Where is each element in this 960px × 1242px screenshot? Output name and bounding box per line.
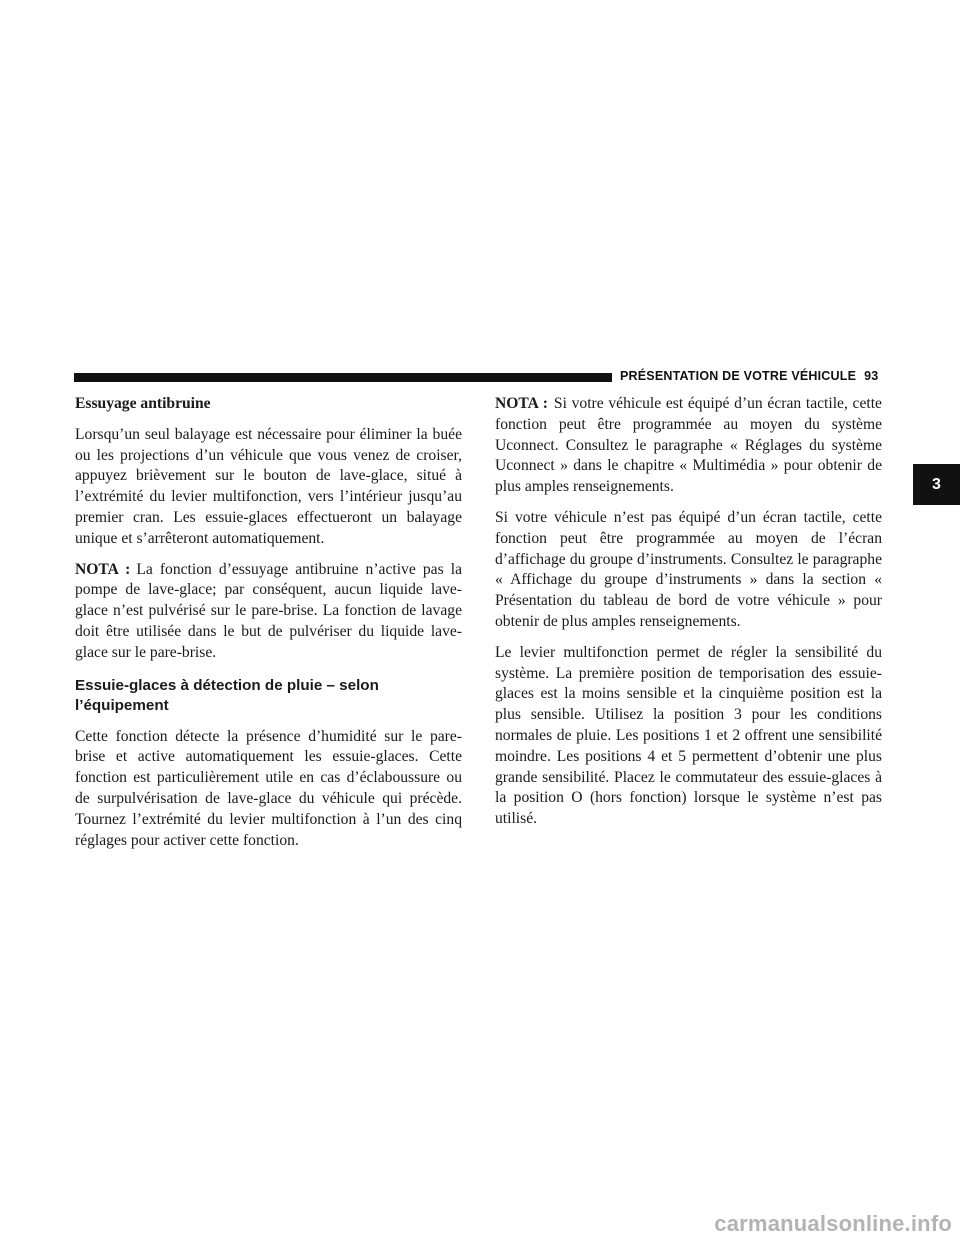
subheading-essuyage-antibruine: Essuyage antibruine	[75, 395, 211, 412]
running-header	[620, 369, 878, 383]
paragraph-rain-sensing: Cette fonction détecte la présence d’humidité sur le pare-brise et active automatiquement les essuie-glaces. Cette fonction est particulièrement utile en cas d’éclaboussure ou de surpulvérisation de lave-glace du véhicule qui précède. Tournez l’extrémité du levier multifonction à l’un des cinq réglages pour activer cette fonction.	[75, 727, 462, 849]
nota-label: NOTA :	[495, 395, 548, 412]
paragraph-sensitivity: Le levier multifonction permet de régler la sensibilité du système. La première position de temporisation des essuie-glaces est la moins sensible et la cinquième position est la plus sensible. Utilisez la position 3 pour les conditions normales de pluie. Les positions 1 et 2 offrent une sensibilité moindre. Les positions 4 et 5 permettent d’obtenir une plus grande sensibilité. Placez le commutateur des essuie-glaces à la position O (hors fonction) lorsque le système n’est pas utilisé.	[495, 643, 882, 828]
paragraph-antibruine: Lorsqu’un seul balayage est nécessaire pour éliminer la buée ou les projections d’un véhicule que vous venez de croiser, appuyez brièvement sur le bouton de lave-glace, situé à l’extrémité du levier multifonction, vers l’intérieur jusqu’au premier cran. Les essuie-glaces effectueront un balayage unique et s’arrêteront automatiquement.	[75, 425, 462, 547]
header-title: PRÉSENTATION DE VOTRE VÉHICULE	[620, 369, 857, 383]
nota-text: La fonction d’essuyage antibruine n’active pas la pompe de lave-glace; par conséquent, aucun liquide lave-glace n’est pulvérisé sur le pare-brise. La fonction de lavage doit être utilisée dans le but de pulvériser du liquide lave-glace sur le pare-brise.	[75, 560, 462, 661]
section-heading-rain-sensing: Essuie-glaces à détection de pluie – selon l’équipement	[75, 676, 379, 715]
page-number: 93	[864, 369, 879, 383]
nota-uconnect	[495, 394, 882, 498]
chapter-tab: 3	[913, 464, 960, 505]
header-rule	[74, 373, 612, 382]
nota-antibruine	[75, 560, 462, 664]
nota-label: NOTA :	[75, 560, 131, 578]
paragraph-instrument-cluster: Si votre véhicule n’est pas équipé d’un écran tactile, cette fonction peut être programmée au moyen de l’écran d’affichage du groupe d’instruments. Consultez le paragraphe « Affichage du groupe d’instruments » dans la section « Présentation du tableau de bord de votre véhicule » pour obtenir de plus amples renseignements.	[495, 508, 882, 630]
right-column	[495, 394, 882, 840]
watermark: carmanualsonline.info	[714, 1211, 952, 1236]
nota-text: Si votre véhicule est équipé d’un écran tactile, cette fonction peut être programmée au moyen du système Uconnect. Consultez le paragraphe « Réglages du système Uconnect » dans le chapitre « Multimédia » pour obtenir de plus amples renseignements.	[495, 395, 882, 496]
left-column	[75, 394, 462, 861]
